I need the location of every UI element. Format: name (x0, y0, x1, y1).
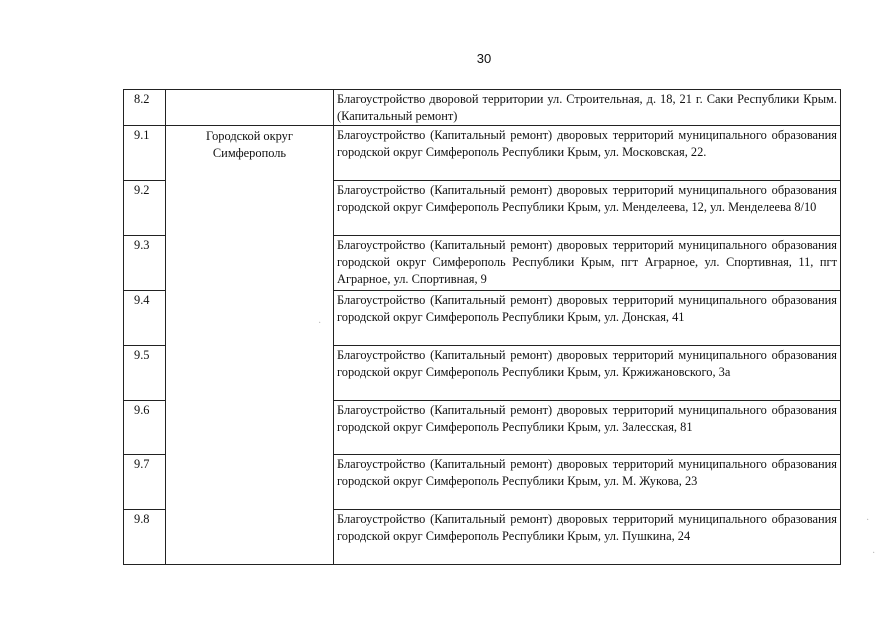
row-description: Благоустройство (Капитальный ремонт) дворовых территорий муниципального образования городской округ Симферополь Республики Крым, ул. Донская, 41 (334, 291, 841, 346)
municipality-name-line1: Городской округ (206, 129, 293, 143)
municipality-cell (166, 90, 334, 126)
table-row (124, 90, 841, 126)
row-number: 9.7 (124, 455, 166, 510)
scan-speck: · (866, 515, 870, 526)
row-number: 9.3 (124, 236, 166, 291)
row-description: Благоустройство (Капитальный ремонт) дворовых территорий муниципального образования городской округ Симферополь Республики Крым, ул. М. Жукова, 23 (334, 455, 841, 510)
row-description: Благоустройство (Капитальный ремонт) дворовых территорий муниципального образования городской округ Симферополь Республики Крым, ул. Залесская, 81 (334, 401, 841, 455)
row-description: Благоустройство (Капитальный ремонт) дворовых территорий муниципального образования городской округ Симферополь Республики Крым, пгт Аграрное, ул. Спортивная, 11, пгт Аграрное, ул. Спортивная, 9 (334, 236, 841, 291)
municipality-name-line2: Симферополь (212, 146, 287, 160)
table-row (124, 126, 841, 181)
row-description: Благоустройство (Капитальный ремонт) дворовых территорий муниципального образования городской округ Симферополь Республики Крым, ул. Менделеева, 12, ул. Менделеева 8/10 (334, 181, 841, 236)
row-description: Благоустройство дворовой территории ул. Строительная, д. 18, 21 г. Саки Республики Крым. (Капитальный ремонт) (334, 90, 841, 126)
row-description: Благоустройство (Капитальный ремонт) дворовых территорий муниципального образования городской округ Симферополь Республики Крым, ул. Московская, 22. (334, 126, 841, 181)
scan-speck: · (318, 318, 322, 329)
row-number: 9.2 (124, 181, 166, 236)
row-number: 8.2 (124, 90, 166, 126)
scan-speck: · (872, 548, 876, 559)
row-number: 9.8 (124, 510, 166, 565)
municipality-cell (166, 126, 334, 565)
projects-table (123, 89, 841, 565)
row-number: 9.6 (124, 401, 166, 455)
row-description: Благоустройство (Капитальный ремонт) дворовых территорий муниципального образования городской округ Симферополь Республики Крым, ул. Пушкина, 24 (334, 510, 841, 565)
row-description: Благоустройство (Капитальный ремонт) дворовых территорий муниципального образования городской округ Симферополь Республики Крым, ул. Кржижановского, 3а (334, 346, 841, 401)
row-number: 9.4 (124, 291, 166, 346)
row-number: 9.5 (124, 346, 166, 401)
row-number: 9.1 (124, 126, 166, 181)
page-number: 30 (476, 51, 492, 66)
